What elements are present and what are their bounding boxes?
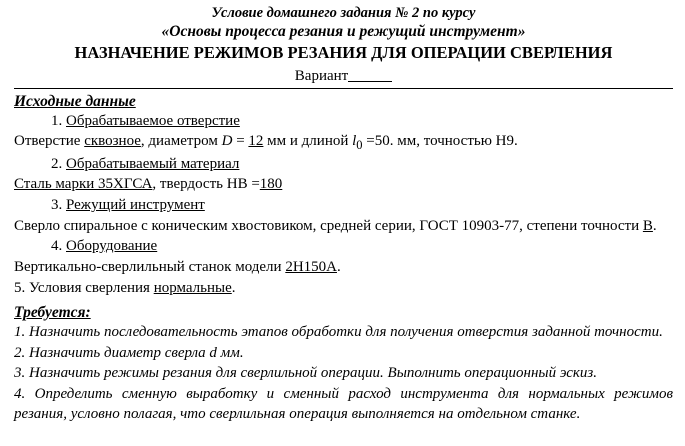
header-line-1: Условие домашнего задания № 2 по курсу [211,5,476,21]
text-b: . [231,279,236,296]
text-a: 5. Условия сверления [14,279,154,296]
list-item [66,237,673,257]
text-b: . [336,258,341,275]
item-4-description [14,258,673,278]
text-c: мм и длиной [263,133,353,150]
item-1-description [14,132,673,154]
initial-data-list-3 [14,196,673,216]
item-2-description [14,175,673,195]
machine-model-value: 2Н150А [285,258,337,275]
text-d: =50. мм, точностью Н9. [362,133,518,150]
requirement-item: 3. Назначить режимы резания для сверлильной операции. Выполнить операционный эскиз. [14,365,598,382]
text-a: Вертикально-сверлильный станок модели [14,258,286,275]
requirement-item: 4. Определить сменную выработку и сменный расход инструмента для нормальных режимов резания, условно полагая, что сверлильная операция выполняется на отдельном станке. [14,386,673,423]
initial-data-heading: Исходные данные [14,92,136,110]
diameter-value: 12 [248,133,264,150]
header-line-2: «Основы процесса резания и режущий инструмент» [161,23,526,41]
item-5-description [14,279,673,299]
text-b: , диаметром [140,133,222,150]
drilling-conditions-value: нормальные [153,279,232,296]
variant-blank[interactable] [348,67,392,82]
text-b: . [652,217,657,234]
requirement-item: 2. Назначить диаметр сверла d мм. [14,344,244,361]
accuracy-grade-value: В [642,217,653,234]
initial-data-list-1 [14,112,673,132]
item-1-label: Обрабатываемое отверстие [66,112,240,129]
eq-sign: = [232,133,249,150]
material-grade-value: Сталь марки 35ХГСА [14,176,153,193]
variant-field [14,67,673,85]
divider [14,88,673,89]
text-a: Сверло спиральное с коническим хвостовиком, средней серии, ГОСТ 10903-77, степени точности [14,217,643,234]
text-a: Отверстие [14,133,85,150]
item-3-description [14,217,673,237]
hole-type-value: сквозное [84,133,141,150]
hardness-value: 180 [259,176,283,193]
item-3-label: Режущий инструмент [66,197,205,214]
variant-label: Вариант [294,67,349,84]
text-b: , твердость НВ = [152,176,260,193]
initial-data-list-4 [14,237,673,257]
item-4-label: Оборудование [66,238,158,255]
requirement-item: 1. Назначить последовательность этапов обработки для получения отверстия заданной точности. [14,323,663,340]
item-2-label: Обрабатываемый материал [66,155,240,172]
list-item [66,155,673,175]
symbol-D: D [221,133,233,150]
list-item [66,196,673,216]
requirements-heading: Требуется: [14,303,91,321]
page-title: НАЗНАЧЕНИЕ РЕЖИМОВ РЕЗАНИЯ ДЛЯ ОПЕРАЦИИ СВЕРЛЕНИЯ [74,43,613,63]
initial-data-list-2 [14,155,673,175]
symbol-l-subscript: 0 [356,138,363,153]
list-item [66,112,673,132]
symbol-l: l [352,133,357,150]
